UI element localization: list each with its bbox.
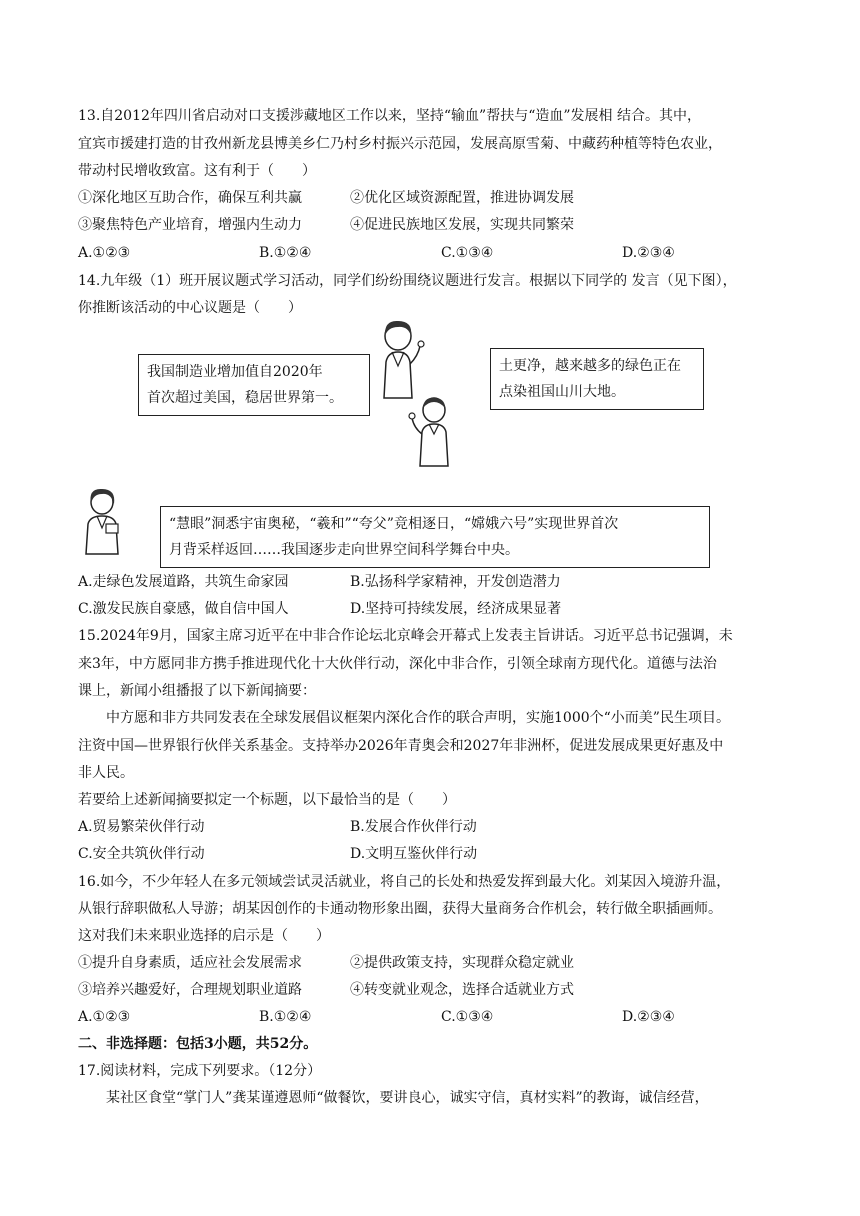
q15-news-line-3: 非人民。	[78, 765, 134, 781]
q16-option-c: C.①③④	[441, 1009, 494, 1025]
q13-item-1: ①深化地区互助合作，确保互利共赢	[78, 190, 302, 206]
q13-stem-line-2: 宜宾市援建打造的甘孜州新龙县博美乡仁乃村乡村振兴示范园，发展高原雪菊、中藏药种植等特色农业，	[78, 136, 722, 152]
q16-option-b: B.①②④	[259, 1009, 312, 1025]
bubble-environment-line-2: 点染祖国山川大地。	[499, 384, 625, 400]
bubble-space-line-2: 月背采样返回……我国逐步走向世界空间科学舞台中央。	[169, 542, 519, 558]
section-heading-non-choice: 二、非选择题：包括3小题，共52分。	[78, 1036, 318, 1052]
q13-item-2: ②优化区域资源配置，推进协调发展	[350, 190, 574, 206]
q16-stem-line-2: 从银行辞职做私人导游；胡某因创作的卡通动物形象出圈，获得大量商务合作机会，转行做全职插画师。	[78, 901, 722, 917]
bubble-environment-line-1: 土更净，越来越多的绿色正在	[499, 358, 681, 374]
q16-stem-line-1: 16.如今，不少年轻人在多元领域尝试灵活就业，将自己的长处和热爱发挥到最大化。刘某因入境游升温，	[78, 874, 731, 890]
q13-option-c: C.①③④	[441, 245, 494, 261]
q15-option-a: A.贸易繁荣伙伴行动	[78, 819, 205, 835]
q15-news-line-2: 注资中国—世界银行伙伴关系基金。支持举办2026年青奥会和2027年非洲杯，促进发展成果更好惠及中	[78, 738, 724, 754]
q15-option-c: C.安全共筑伙伴行动	[78, 846, 205, 862]
student-girl-figure-bottom	[78, 486, 130, 556]
q17-stem: 17.阅读材料，完成下列要求。（12分）	[78, 1063, 322, 1079]
q13-stem-line-1: 13.自2012年四川省启动对口支援涉藏地区工作以来，坚持“输血”帮扶与“造血”发展相 结合。其中，	[78, 108, 701, 124]
q14-stem-line-2: 你推断该活动的中心议题是（ ）	[78, 300, 302, 316]
q13-option-b: B.①②④	[259, 245, 312, 261]
q17-material-line-1: 某社区食堂“掌门人”龚某谨遵恩师“做餐饮，要讲良心，诚实守信，真材实料”的教诲，诚信经营，	[106, 1090, 709, 1106]
speech-bubble-space-science	[160, 506, 710, 568]
bubble-manufacturing-line-2: 首次超过美国，稳居世界第一。	[147, 390, 343, 406]
q16-item-1: ①提升自身素质，适应社会发展需求	[78, 955, 302, 971]
student-girl-figure-top	[372, 318, 434, 400]
q16-option-a: A.①②③	[78, 1009, 131, 1025]
q13-option-d: D.②③④	[622, 245, 675, 261]
q13-item-3: ③聚焦特色产业培育，增强内生动力	[78, 217, 302, 233]
q15-question: 若要给上述新闻摘要拟定一个标题，以下最恰当的是（ ）	[78, 792, 456, 808]
q14-option-b: B.弘扬科学家精神，开发创造潜力	[350, 574, 561, 590]
q14-option-a: A.走绿色发展道路，共筑生命家园	[78, 574, 289, 590]
q14-option-d: D.坚持可持续发展，经济成果显著	[350, 601, 562, 617]
q15-option-b: B.发展合作伙伴行动	[350, 819, 477, 835]
q16-stem-line-3: 这对我们未来职业选择的启示是（ ）	[78, 928, 330, 944]
q15-news-line-1: 中方愿和非方共同发表在全球发展倡议框架内深化合作的联合声明，实施1000个“小而美”民生项目。	[106, 710, 730, 726]
speech-bubble-environment	[490, 348, 704, 410]
bubble-space-line-1: “慧眼”洞悉宇宙奥秘，“羲和”“夸父”竞相逐日，“嫦娥六号”实现世界首次	[169, 516, 619, 532]
q14-option-c: C.激发民族自豪感，做自信中国人	[78, 601, 289, 617]
q15-option-d: D.文明互鉴伙伴行动	[350, 846, 478, 862]
student-boy-figure	[402, 394, 464, 468]
q15-stem-line-2: 来3年，中方愿同非方携手推进现代化十大伙伴行动，深化中非合作，引领全球南方现代化。道德与法治	[78, 656, 717, 672]
q16-item-4: ④转变就业观念，选择合适就业方式	[350, 982, 574, 998]
q16-item-2: ②提供政策支持，实现群众稳定就业	[350, 955, 574, 971]
q15-stem-line-1: 15.2024年9月，国家主席习近平在中非合作论坛北京峰会开幕式上发表主旨讲话。习近平总书记强调，未	[78, 628, 733, 644]
speech-bubble-manufacturing	[138, 354, 370, 416]
q16-option-d: D.②③④	[622, 1009, 675, 1025]
q14-stem-line-1: 14.九年级（1）班开展议题式学习活动，同学们纷纷围绕议题进行发言。根据以下同学的 发言（见下图），	[78, 273, 737, 289]
q16-item-3: ③培养兴趣爱好，合理规划职业道路	[78, 982, 302, 998]
q15-stem-line-3: 课上，新闻小组播报了以下新闻摘要：	[78, 683, 316, 699]
bubble-manufacturing-line-1: 我国制造业增加值自2020年	[147, 364, 323, 380]
q13-option-a: A.①②③	[78, 245, 131, 261]
q13-item-4: ④促进民族地区发展，实现共同繁荣	[350, 217, 574, 233]
q13-stem-line-3: 带动村民增收致富。这有利于（ ）	[78, 163, 316, 179]
